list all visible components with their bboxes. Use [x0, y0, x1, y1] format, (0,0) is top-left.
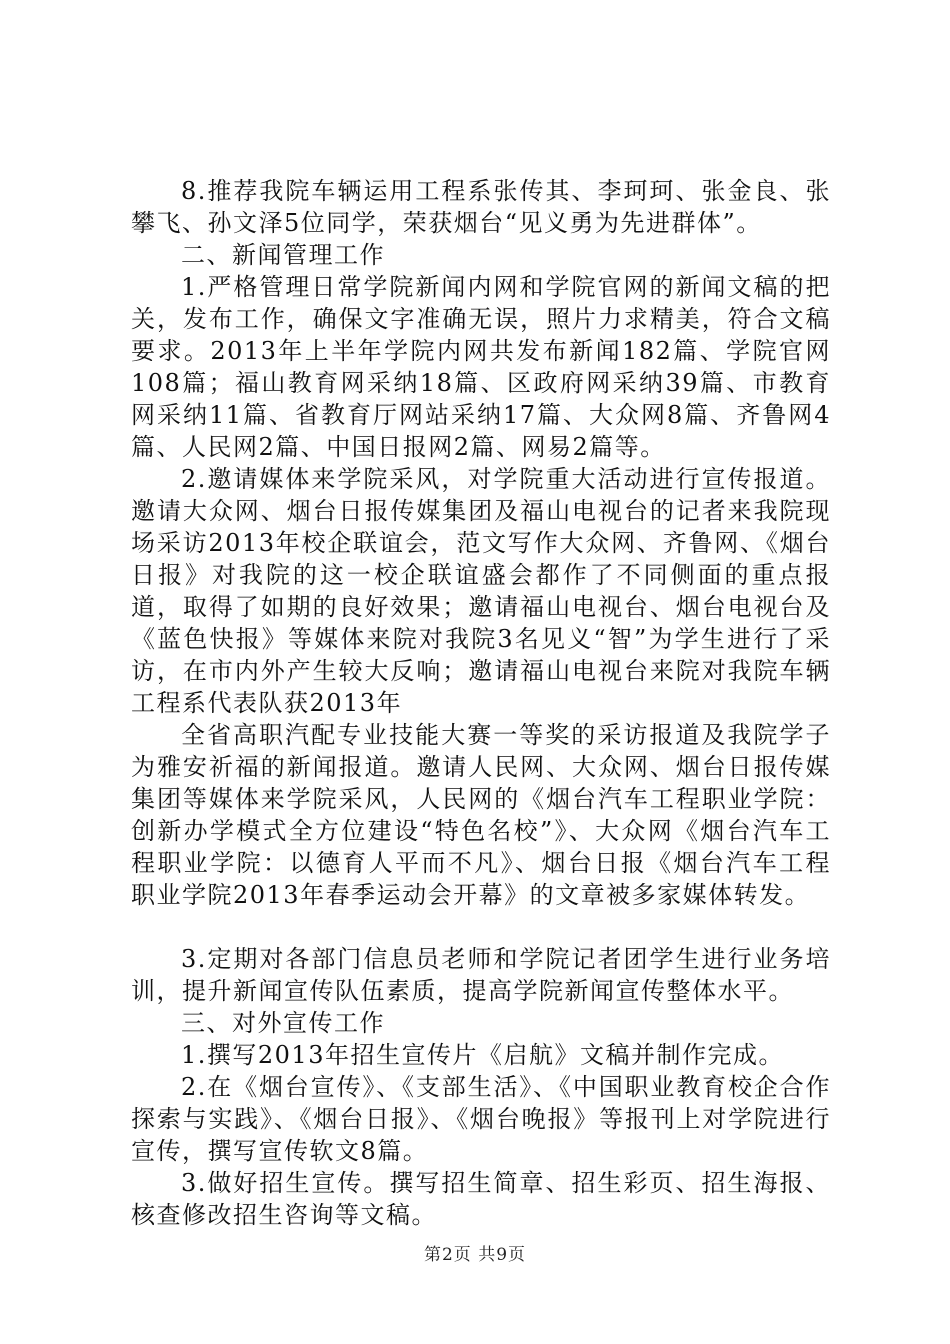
paragraph-award: 8.推荐我院车辆运用工程系张传其、李珂珂、张金良、张攀飞、孙文泽5位同学，荣获烟台“见义勇为先进群体”。 [131, 177, 831, 237]
section-heading-external-publicity: 三、对外宣传工作 [181, 1009, 385, 1037]
section-heading-news-management: 二、新闻管理工作 [181, 241, 385, 269]
document-body [131, 175, 831, 1231]
paragraph-publicity-1: 1.撰写2013年招生宣传片《启航》文稿并制作完成。 [181, 1041, 784, 1069]
paragraph-news-items-3: 3.定期对各部门信息员老师和学院记者团学生进行业务培训，提升新闻宣传队伍素质，提高学院新闻宣传整体水平。 [131, 945, 831, 1005]
blank-line [131, 911, 831, 943]
paragraph-publicity-2: 2.在《烟台宣传》、《支部生活》、《中国职业教育校企合作探索与实践》、《烟台日报》、《烟台晚报》等报刊上对学院进行宣传，撰写宣传软文8篇。 [131, 1073, 831, 1165]
paragraph-news-items-1: 1.严格管理日常学院新闻内网和学院官网的新闻文稿的把关，发布工作，确保文字准确无误，照片力求精美，符合文稿要求。2013年上半年学院内网共发布新闻182篇、学院官网108篇；福山教育网采纳18篇、区政府网采纳39篇、市教育网采纳11篇、省教育厅网站采纳17篇、大众网8篇、齐鲁网4篇、人民网2篇、中国日报网2篇、网易2篇等。 [131, 273, 831, 461]
paragraph-news-items-2: 2.邀请媒体来学院采风，对学院重大活动进行宣传报道。邀请大众网、烟台日报传媒集团及福山电视台的记者来我院现场采访2013年校企联谊会，范文写作大众网、齐鲁网、《烟台日报》对我院的这一校企联谊盛会都作了不同侧面的重点报道，取得了如期的良好效果；邀请福山电视台、烟台电视台及《蓝色快报》等媒体来院对我院3名见义“智”为学生进行了采访，在市内外产生较大反响；邀请福山电视台来院对我院车辆工程系代表队获2013年 [131, 465, 831, 717]
page-number-footer: 第2页 共9页 [423, 1245, 527, 1265]
paragraph-news-items-2-continued: 全省高职汽配专业技能大赛一等奖的采访报道及我院学子为雅安祈福的新闻报道。邀请人民网、大众网、烟台日报传媒集团等媒体来学院采风，人民网的《烟台汽车工程职业学院：创新办学模式全方位建设“特色名校”》、大众网《烟台汽车工程职业学院：以德育人平而不凡》、烟台日报《烟台汽车工程职业学院2013年春季运动会开幕》的文章被多家媒体转发。 [131, 721, 831, 909]
paragraph-publicity-3: 3.做好招生宣传。撰写招生简章、招生彩页、招生海报、核查修改招生咨询等文稿。 [131, 1169, 831, 1229]
